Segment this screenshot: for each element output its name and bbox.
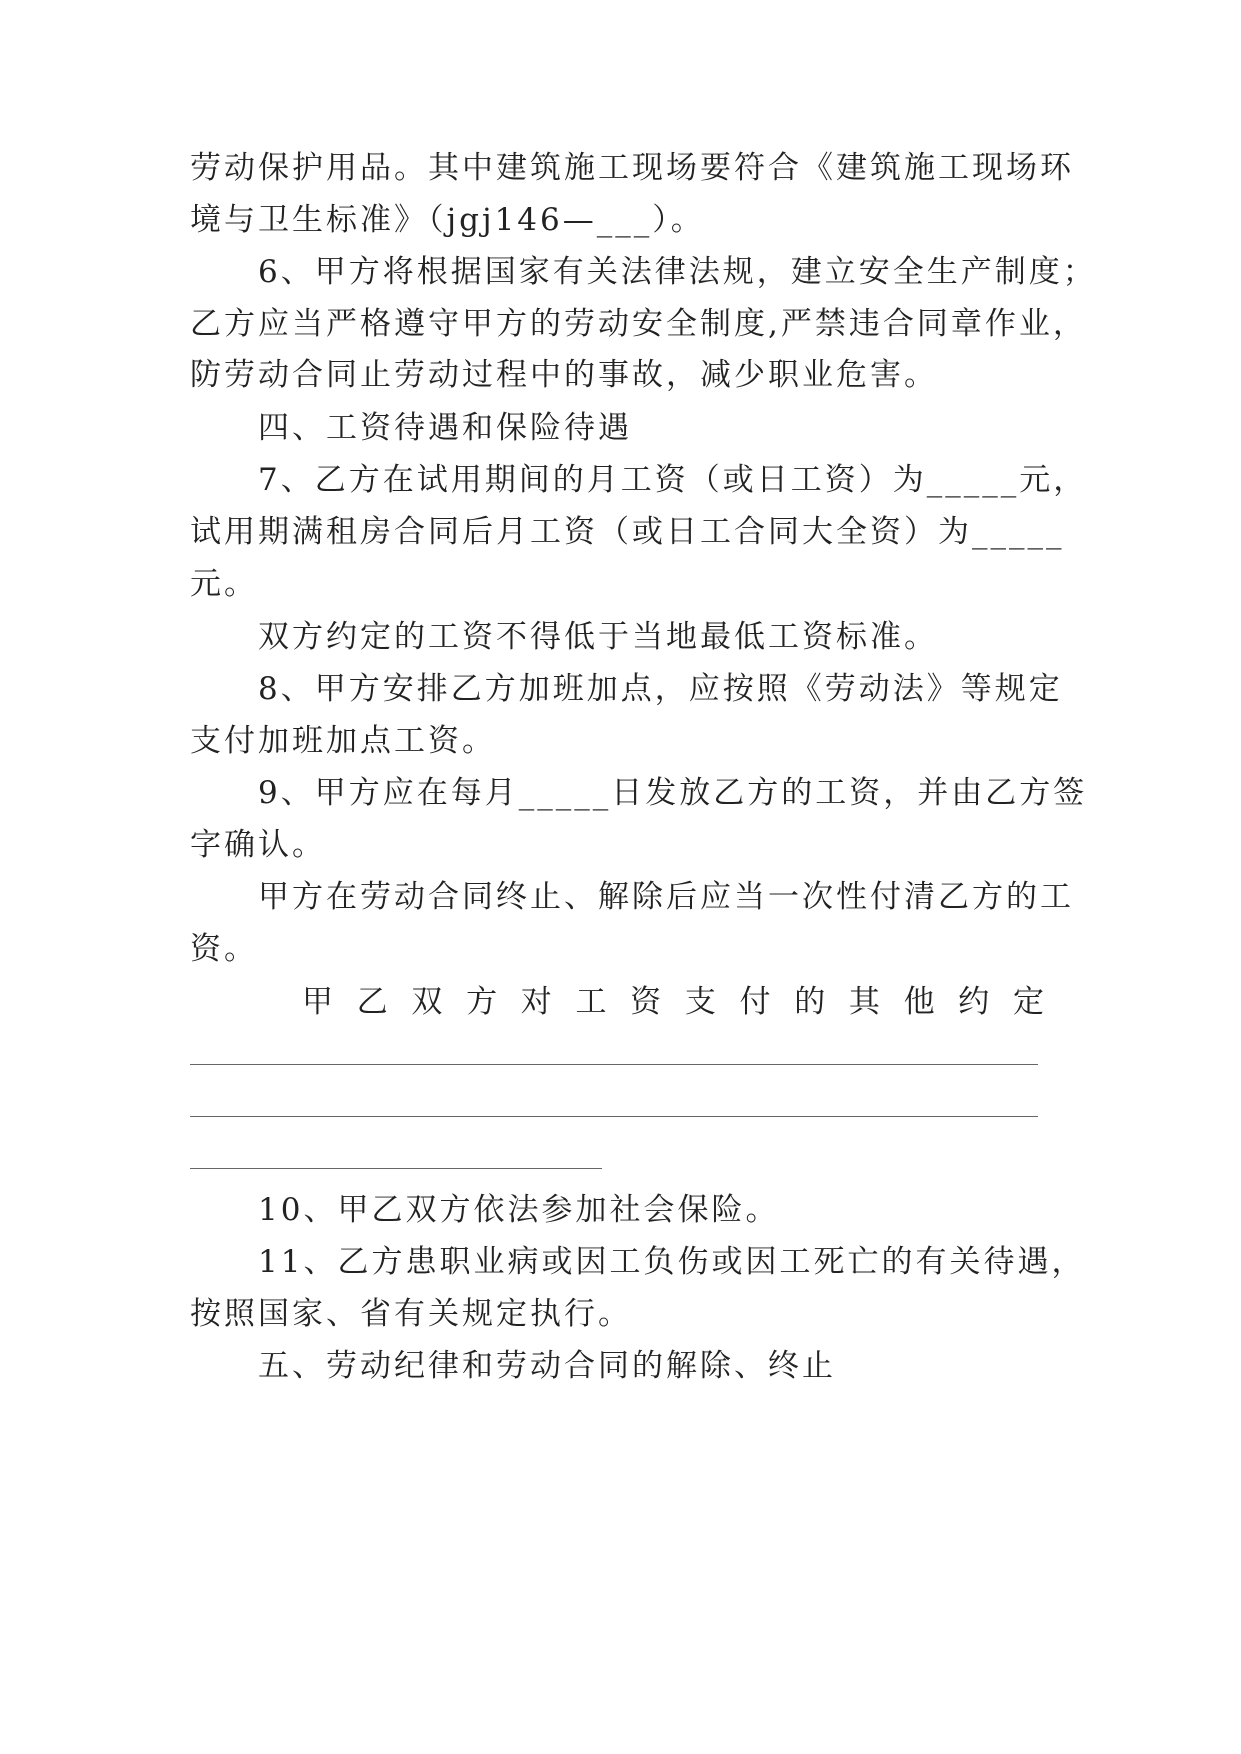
text-line: 字确认。 <box>190 827 326 863</box>
spaced-char: 工 <box>575 984 607 1020</box>
spaced-char: 他 <box>903 984 935 1020</box>
spaced-char: 双 <box>411 984 443 1020</box>
blank-line <box>190 1168 602 1169</box>
spaced-char: 对 <box>520 984 552 1020</box>
text-line: 境与卫生标准》（jgj146—___）。 <box>190 202 705 238</box>
text-line: 资。 <box>190 931 258 967</box>
spaced-char: 甲 <box>302 984 333 1020</box>
text-line: 7、乙方在试用期间的月工资（或日工资）为_____元， <box>258 462 1088 498</box>
spaced-char: 的 <box>794 984 826 1020</box>
text-line: 乙方应当严格遵守甲方的劳动安全制度,严禁违合同章作业， <box>190 306 1087 342</box>
section-heading: 五、劳动纪律和劳动合同的解除、终止 <box>258 1348 836 1384</box>
text-line: 试用期满租房合同后月工资（或日工合同大全资）为_____ <box>190 514 1065 550</box>
spaced-char: 约 <box>958 984 990 1020</box>
text-line: 劳动保护用品。其中建筑施工现场要符合《建筑施工现场环 <box>190 150 1074 186</box>
spaced-char: 定 <box>1012 984 1044 1020</box>
text-line: 双方约定的工资不得低于当地最低工资标准。 <box>258 619 938 655</box>
text-line: 8、甲方安排乙方加班加点，应按照《劳动法》等规定 <box>258 671 1063 707</box>
text-line: 防劳动合同止劳动过程中的事故，减少职业危害。 <box>190 357 938 393</box>
spaced-char: 其 <box>848 984 880 1020</box>
text-line: 10、甲乙双方依法参加社会保险。 <box>258 1192 780 1228</box>
text-line: 11、乙方患职业病或因工负伤或因工死亡的有关待遇， <box>258 1244 1086 1280</box>
text-line: 9、甲方应在每月_____日发放乙方的工资，并由乙方签 <box>258 775 1088 811</box>
spaced-char: 方 <box>466 984 498 1020</box>
text-line: 元。 <box>190 566 258 602</box>
text-line: 6、甲方将根据国家有关法律法规，建立安全生产制度； <box>258 254 1097 290</box>
spaced-char: 支 <box>684 984 716 1020</box>
blank-line <box>190 1116 1038 1117</box>
section-heading: 四、工资待遇和保险待遇 <box>258 410 632 446</box>
text-line: 支付加班加点工资。 <box>190 723 496 759</box>
text-line: 甲方在劳动合同终止、解除后应当一次性付清乙方的工 <box>258 879 1074 915</box>
text-line: 按照国家、省有关规定执行。 <box>190 1296 632 1332</box>
spaced-char: 乙 <box>356 984 388 1020</box>
spaced-char: 资 <box>630 984 662 1020</box>
spaced-char: 付 <box>739 984 771 1020</box>
spaced-text-line <box>302 982 1044 1022</box>
blank-line <box>190 1064 1038 1065</box>
